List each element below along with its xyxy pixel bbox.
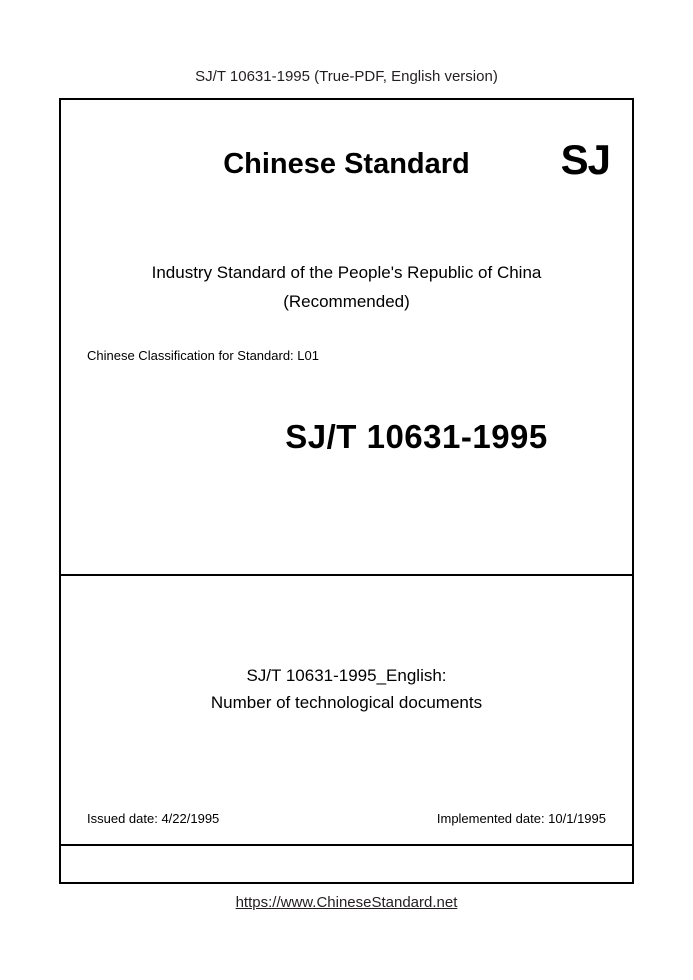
standard-number: SJ/T 10631-1995 <box>285 418 548 455</box>
subtitle-line-2: (Recommended) <box>283 292 410 311</box>
dates-row <box>61 811 632 826</box>
cover-upper-section <box>61 100 632 576</box>
title-row <box>61 136 632 208</box>
page-title: Chinese Standard <box>223 148 470 180</box>
footer-url-text[interactable]: https://www.ChineseStandard.net <box>235 894 458 911</box>
footer-url[interactable] <box>0 894 693 911</box>
english-title-line-2: Number of technological documents <box>210 693 483 712</box>
page-header-caption: SJ/T 10631-1995 (True-PDF, English version) <box>195 68 498 85</box>
sj-logo: SJ <box>560 136 610 183</box>
subtitle-line-1: Industry Standard of the People's Republic of China <box>151 263 542 282</box>
issued-date: Issued date: 4/22/1995 <box>87 811 220 826</box>
implemented-date: Implemented date: 10/1/1995 <box>436 811 606 826</box>
cover-footer-bar <box>61 846 632 880</box>
standard-cover-frame <box>59 98 634 884</box>
english-title-block <box>61 662 632 716</box>
classification-text: Chinese Classification for Standard: L01 <box>87 348 319 363</box>
subtitle-block <box>61 258 632 316</box>
cover-lower-section <box>61 576 632 846</box>
english-title-line-1: SJ/T 10631-1995_English: <box>246 666 447 685</box>
